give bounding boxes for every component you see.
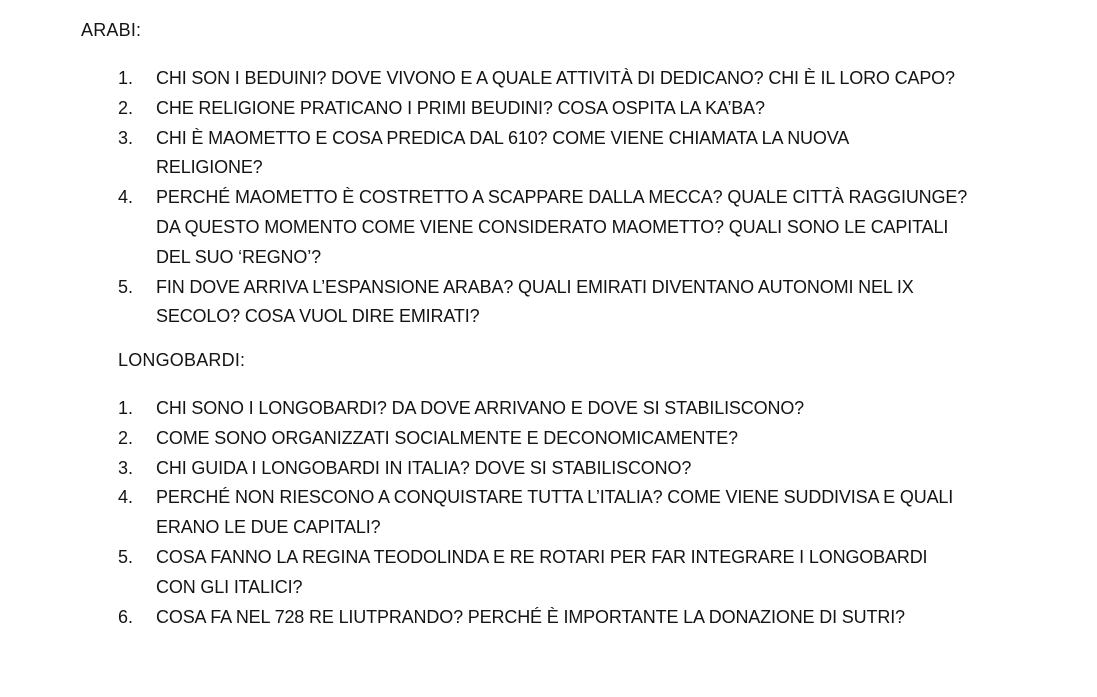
question-text <box>156 183 967 272</box>
question-text-line: CHI SON I BEDUINI? DOVE VIVONO E A QUALE ATTIVITÀ DI DEDICANO? CHI È IL LORO CAPO? <box>156 68 955 88</box>
question-text-line: ERANO LE DUE CAPITALI? <box>156 517 381 538</box>
question-text <box>156 603 905 633</box>
question-item <box>118 424 1078 454</box>
question-number: 6. <box>118 606 134 627</box>
question-item <box>118 273 1078 333</box>
question-number: 1. <box>118 398 134 418</box>
question-number: 5. <box>118 546 134 567</box>
question-item <box>118 603 1078 633</box>
question-item <box>118 183 1078 272</box>
question-text-line: CON GLI ITALICI? <box>156 576 303 597</box>
question-text-line: CHI GUIDA I LONGOBARDI IN ITALIA? DOVE SI STABILISCONO? <box>156 457 692 478</box>
question-text <box>156 454 691 484</box>
question-item <box>118 543 1078 603</box>
question-number: 3. <box>118 457 134 478</box>
question-text-line: DEL SUO ‘REGNO’? <box>156 246 321 267</box>
question-text <box>156 273 914 333</box>
question-number: 4. <box>118 187 134 208</box>
question-text <box>156 543 927 603</box>
question-item <box>118 124 1078 184</box>
question-text-line: COSA FA NEL 728 RE LIUTPRANDO? PERCHÉ È IMPORTANTE LA DONAZIONE DI SUTRI? <box>156 606 905 627</box>
question-item <box>118 394 1078 424</box>
question-text <box>156 394 804 424</box>
section-heading-longobardi: LONGOBARDI: <box>118 350 246 370</box>
question-text-line: FIN DOVE ARRIVA L’ESPANSIONE ARABA? QUALI EMIRATI DIVENTANO AUTONOMI NEL IX <box>156 276 914 297</box>
question-text-line: COSA FANNO LA REGINA TEODOLINDA E RE ROTARI PER FAR INTEGRARE I LONGOBARDI <box>156 546 928 567</box>
question-text-line: DA QUESTO MOMENTO COME VIENE CONSIDERATO MAOMETTO? QUALI SONO LE CAPITALI <box>156 216 949 237</box>
question-item <box>118 64 1078 94</box>
question-number: 1. <box>118 68 134 88</box>
question-text-line: PERCHÉ MAOMETTO È COSTRETTO A SCAPPARE DALLA MECCA? QUALE CITTÀ RAGGIUNGE? <box>156 187 968 208</box>
question-list-arabi <box>118 64 1078 332</box>
question-text <box>156 94 765 124</box>
question-item <box>118 454 1078 484</box>
question-text <box>156 483 953 543</box>
question-item <box>118 483 1078 543</box>
question-text <box>156 424 738 454</box>
question-text <box>156 64 955 94</box>
question-number: 4. <box>118 487 134 508</box>
section-heading-arabi: ARABI: <box>81 20 142 40</box>
question-text-line: RELIGIONE? <box>156 157 263 178</box>
question-text-line: PERCHÉ NON RIESCONO A CONQUISTARE TUTTA L’ITALIA? COME VIENE SUDDIVISA E QUALI <box>156 487 954 508</box>
question-item <box>118 94 1078 124</box>
question-number: 5. <box>118 276 134 297</box>
question-text-line: CHI SONO I LONGOBARDI? DA DOVE ARRIVANO E DOVE SI STABILISCONO? <box>156 398 805 418</box>
question-number: 2. <box>118 97 134 118</box>
question-list-longobardi <box>118 394 1078 632</box>
question-text <box>156 124 849 184</box>
question-text-line: COME SONO ORGANIZZATI SOCIALMENTE E DECONOMICAMENTE? <box>156 427 738 448</box>
question-text-line: SECOLO? COSA VUOL DIRE EMIRATI? <box>156 306 480 327</box>
question-number: 3. <box>118 127 134 148</box>
question-text-line: CHE RELIGIONE PRATICANO I PRIMI BEUDINI? COSA OSPITA LA KA’BA? <box>156 97 765 118</box>
question-number: 2. <box>118 427 134 448</box>
question-text-line: CHI È MAOMETTO E COSA PREDICA DAL 610? COME VIENE CHIAMATA LA NUOVA <box>156 127 850 148</box>
